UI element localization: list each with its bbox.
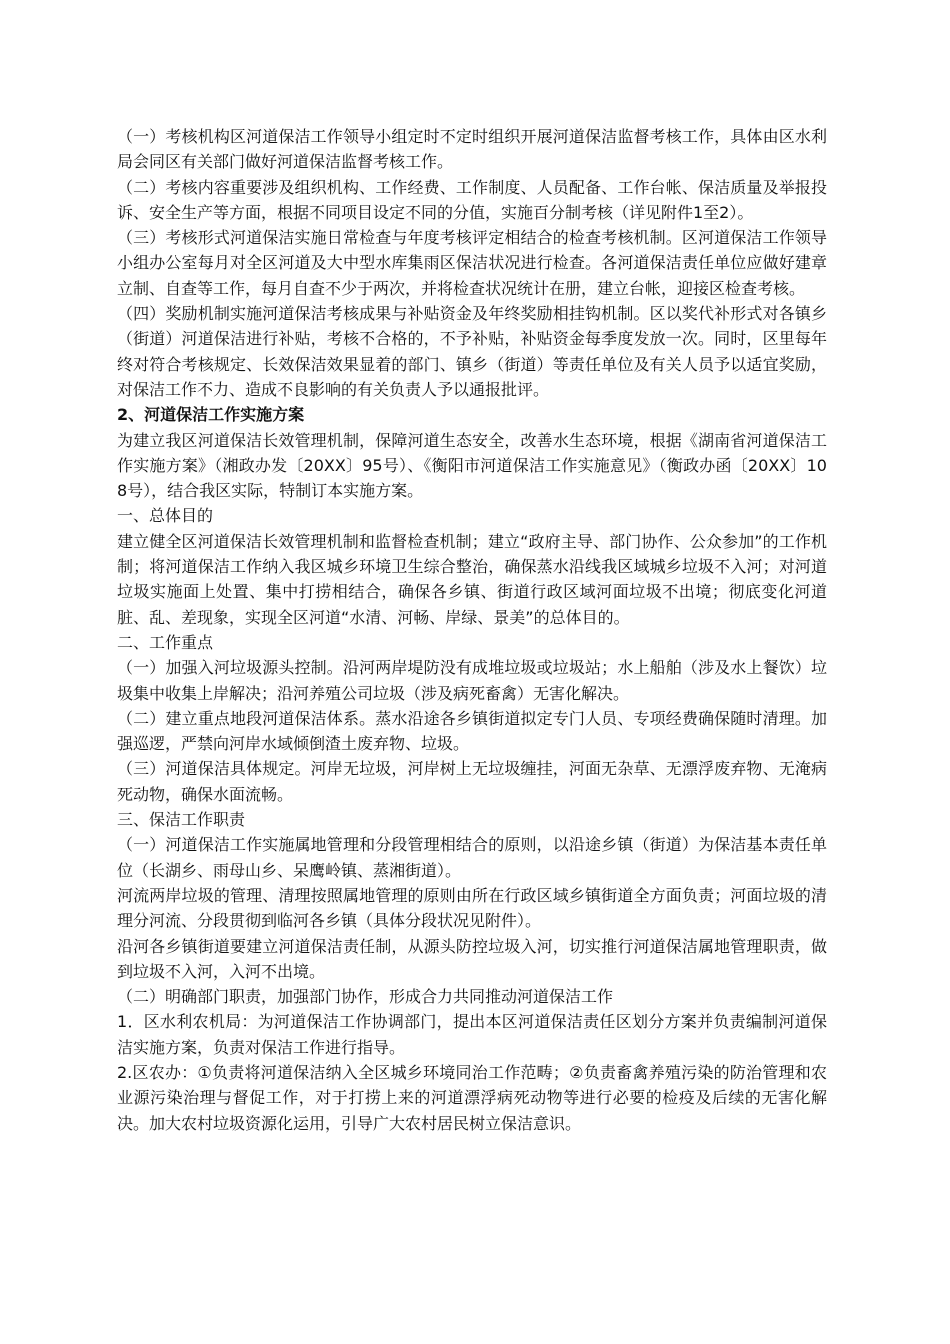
paragraph-key-sections: （二）建立重点地段河道保洁体系。蒸水沿途各乡镇街道拟定专门人员、专项经费确保随时清理。加强巡逻，严禁向河岸水域倾倒渣土废弃物、垃圾。 bbox=[117, 708, 827, 754]
paragraph-assessment-agency: （一）考核机构区河道保洁工作领导小组定时不定时组织开展河道保洁监督考核工作，具体由区水利局会同区有关部门做好河道保洁监督考核工作。 bbox=[117, 127, 827, 172]
paragraph-assessment-form: （三）考核形式河道保洁实施日常检查与年度考核评定相结合的检查考核机制。区河道保洁工作领导小组办公室每月对全区河道及大中型水库集雨区保洁状况进行检查。各河道保洁责任单位应做好建章立制、自查等工作，每月自查不少于两次，并将检查状况统计在册，建立台帐，迎接区检查考核。 bbox=[117, 228, 827, 298]
section-heading-work-focus: 二、工作重点 bbox=[117, 632, 214, 652]
paragraph-overall-goal: 建立健全区河道保洁长效管理机制和监督检查机制；建立“政府主导、部门协作、公众参加”的工作机制；将河道保洁工作纳入我区城乡环境卫生综合整治，确保蒸水沿线我区域城乡垃圾不入河；对河道垃圾实施面上处置、集中打捞相结合，确保各乡镇、街道行政区域河面垃圾不出境；彻底变化河道脏、乱、差现象，实现全区河道“水清、河畅、岸绿、景美”的总体目的。 bbox=[117, 531, 827, 627]
paragraph-department-duties: （二）明确部门职责，加强部门协作，形成合力共同推动河道保洁工作 bbox=[117, 987, 614, 1007]
paragraph-source-control: （一）加强入河垃圾源头控制。沿河两岸堤防没有成堆垃圾或垃圾站；水上船舶（涉及水上餐饮）垃圾集中收集上岸解决；沿河养殖公司垃圾（涉及病死畜禽）无害化解决。 bbox=[117, 658, 827, 703]
section-heading-implementation-plan: 2、河道保洁工作实施方案 bbox=[117, 405, 305, 425]
paragraph-agriculture-office: 2.区农办：①负责将河道保洁纳入全区城乡环境同治工作范畴；②负责畜禽养殖污染的防治管理和农业源污染治理与督促工作，对于打捞上来的河道漂浮病死动物等进行必要的检疫及后续的无害化解决。加大农村垃圾资源化运用，引导广大农村居民树立保洁意识。 bbox=[117, 1062, 827, 1133]
section-heading-overall-goal: 一、总体目的 bbox=[117, 506, 214, 526]
paragraph-assessment-content: （二）考核内容重要涉及组织机构、工作经费、工作制度、人员配备、工作台帐、保洁质量及举报投诉、安全生产等方面，根据不同项目设定不同的分值，实施百分制考核（详见附件1至2）。 bbox=[117, 177, 827, 222]
paragraph-responsibility-system: 沿河各乡镇街道要建立河道保洁责任制，从源头防控垃圾入河，切实推行河道保洁属地管理职责，做到垃圾不入河，入河不出境。 bbox=[117, 936, 827, 981]
paragraph-territorial-management: （一）河道保洁工作实施属地管理和分段管理相结合的原则，以沿途乡镇（街道）为保洁基本责任单位（长湖乡、雨母山乡、呆鹰岭镇、蒸湘街道）。 bbox=[117, 835, 827, 880]
section-heading-cleaning-duties: 三、保洁工作职责 bbox=[117, 810, 246, 830]
paragraph-riverbank-cleaning: 河流两岸垃圾的管理、清理按照属地管理的原则由所在行政区域乡镇街道全方面负责；河面垃圾的清理分河流、分段贯彻到临河各乡镇（具体分段状况见附件）。 bbox=[117, 885, 827, 931]
paragraph-plan-intro: 为建立我区河道保洁长效管理机制，保障河道生态安全，改善水生态环境，根据《湖南省河道保洁工作实施方案》（湘政办发〔20XX〕95号）、《衡阳市河道保洁工作实施意见》（衡政办函〔20XX〕108号），结合我区实际，特制订本实施方案。 bbox=[117, 430, 827, 501]
paragraph-reward-mechanism: （四）奖励机制实施河道保洁考核成果与补贴资金及年终奖励相挂钩机制。区以奖代补形式对各镇乡（街道）河道保洁进行补贴，考核不合格的，不予补贴，补贴资金每季度发放一次。同时，区里每年终对符合考核规定、长效保洁效果显着的部门、镇乡（街道）等责任单位及有关人员予以适宜奖励，对保洁工作不力、造成不良影响的有关负责人予以通报批评。 bbox=[117, 304, 827, 399]
paragraph-specific-rules: （三）河道保洁具体规定。河岸无垃圾，河岸树上无垃圾缠挂，河面无杂草、无漂浮废弃物、无淹病死动物，确保水面流畅。 bbox=[117, 759, 827, 804]
paragraph-water-bureau: 1．区水利农机局：为河道保洁工作协调部门，提出本区河道保洁责任区划分方案并负责编制河道保洁实施方案，负责对保洁工作进行指导。 bbox=[117, 1012, 827, 1057]
document-body bbox=[117, 124, 827, 1136]
